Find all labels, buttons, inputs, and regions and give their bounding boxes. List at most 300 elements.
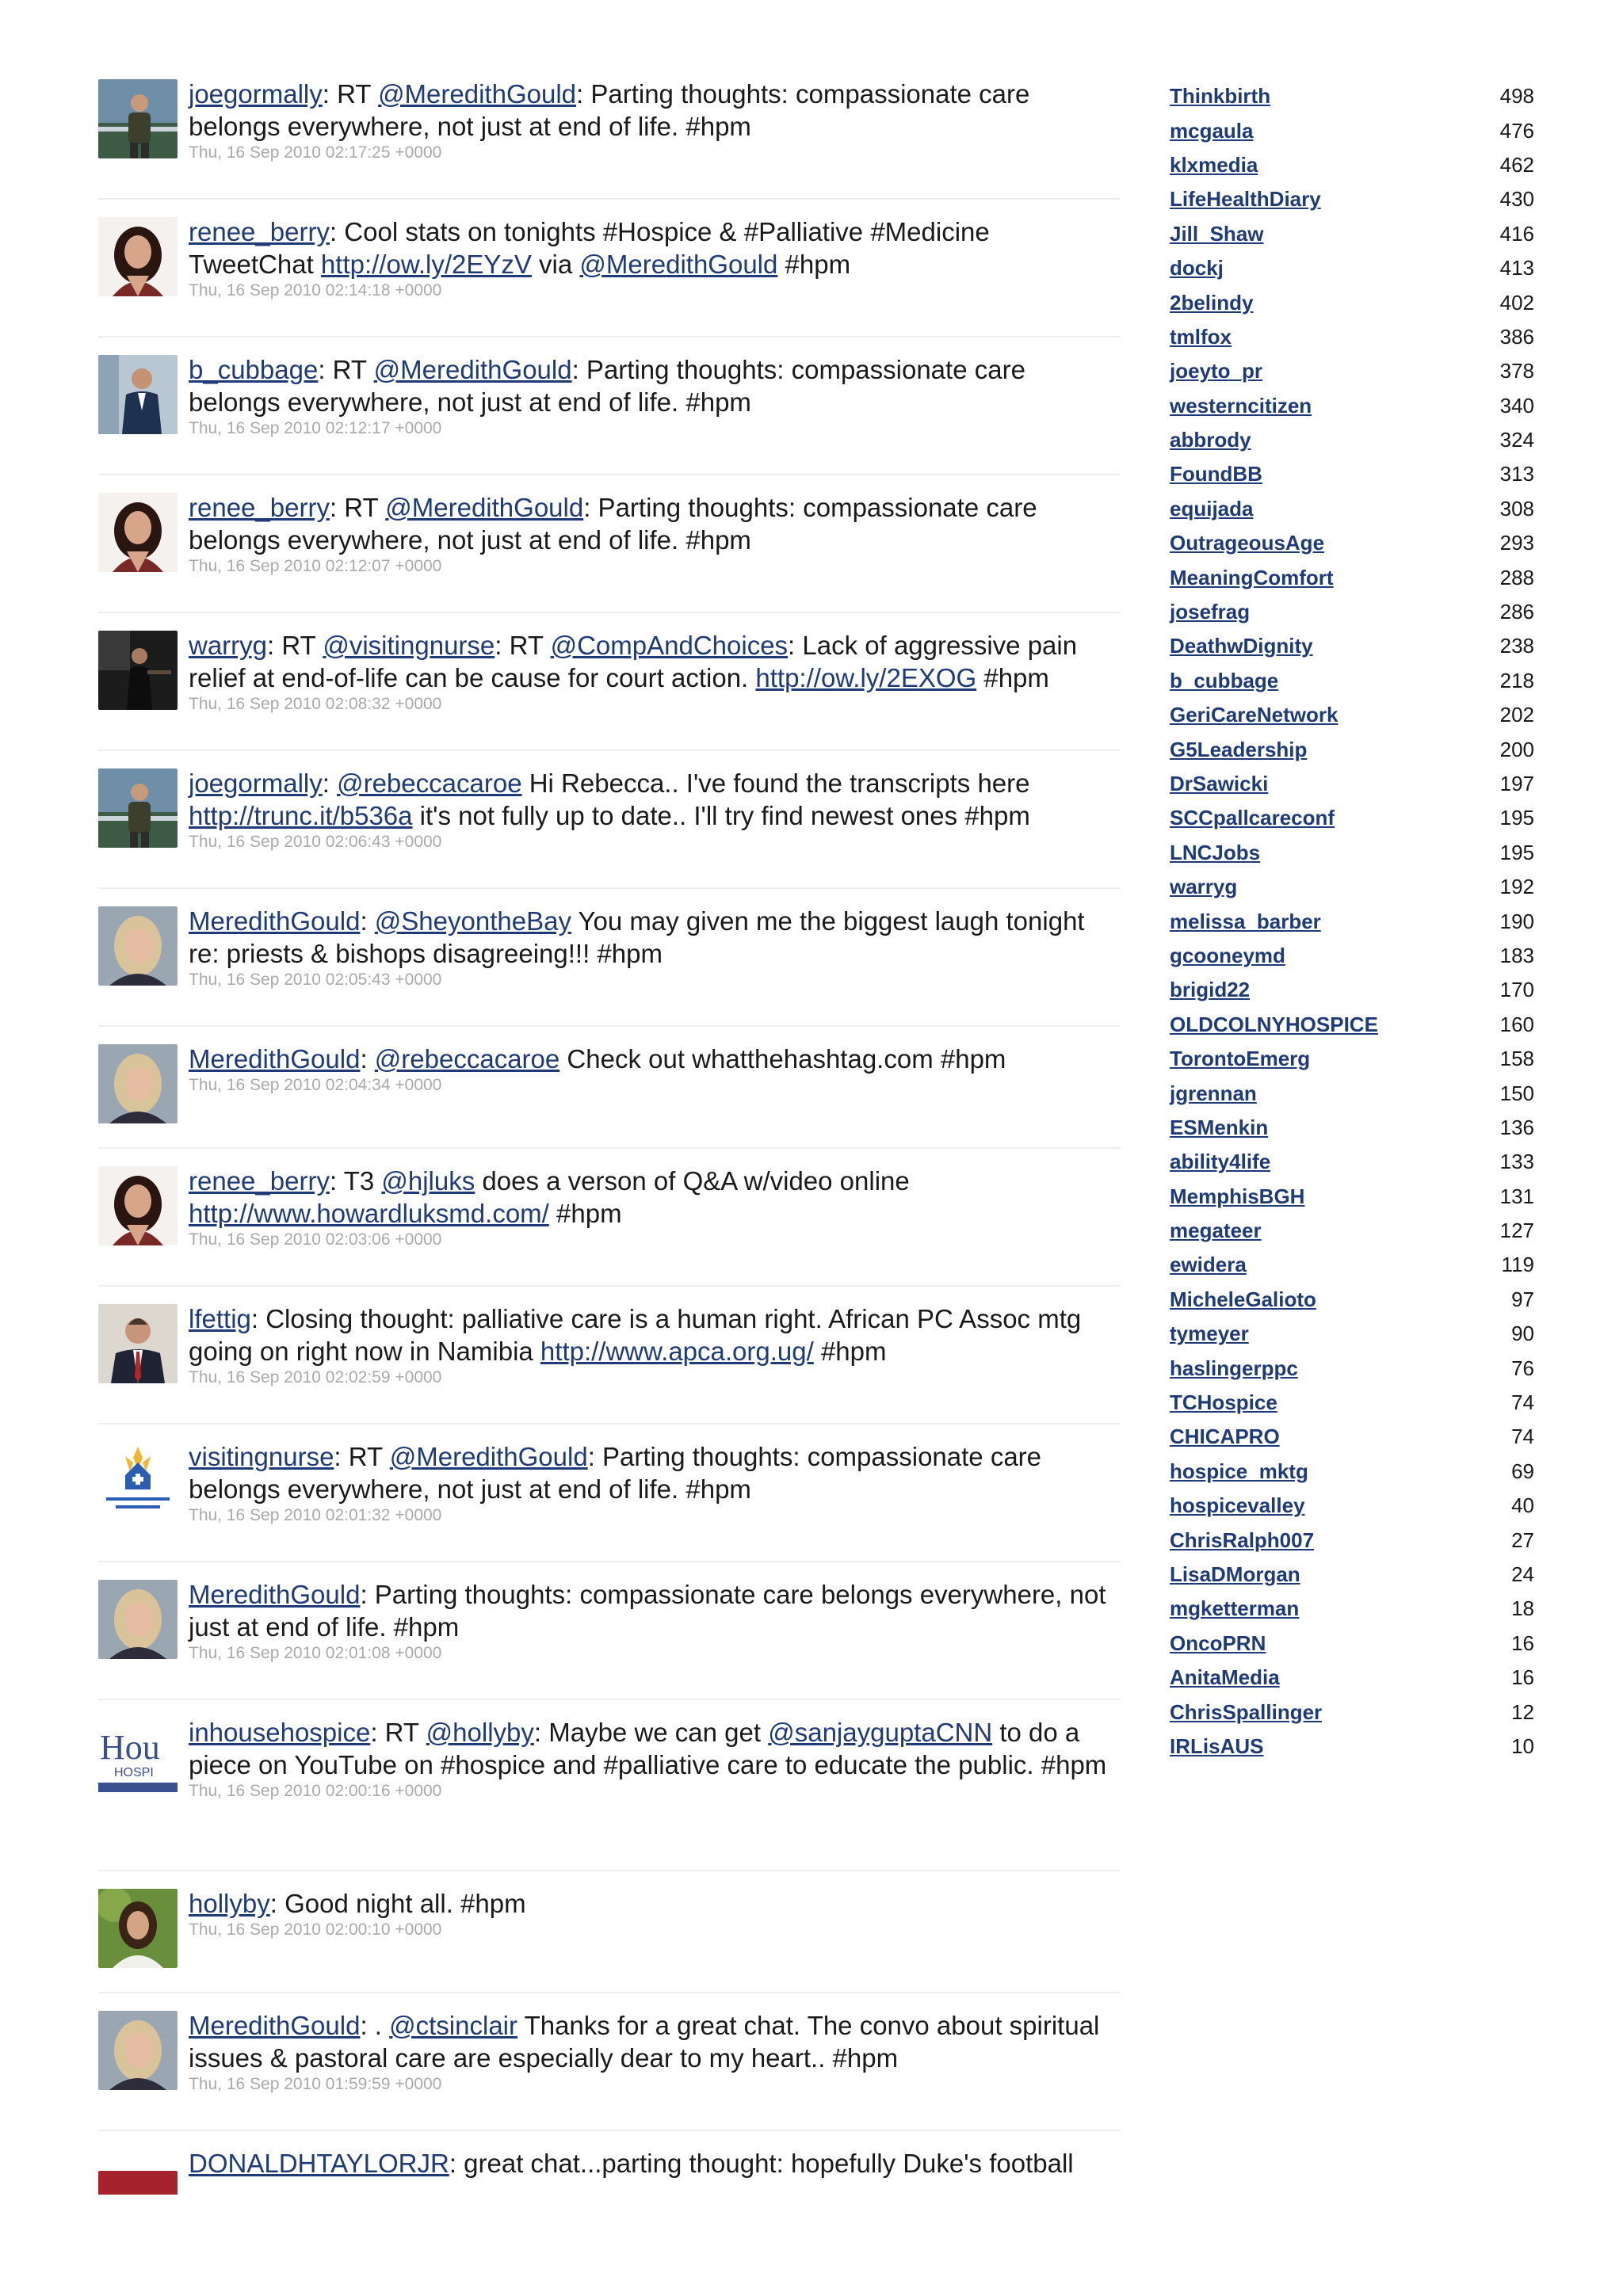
leaderboard-count: 24 (1511, 1562, 1534, 1586)
tweet-timestamp: Thu, 16 Sep 2010 02:00:16 +0000 (189, 1782, 442, 1800)
leaderboard-user-link[interactable]: tmlfox (1170, 324, 1232, 349)
tweet-timestamp: Thu, 16 Sep 2010 01:59:59 +0000 (189, 2075, 442, 2093)
tweet-author-link[interactable]: visitingnurse (189, 1442, 334, 1471)
tweet-item (98, 338, 1121, 475)
tweet-item (98, 613, 1121, 751)
mention-link[interactable]: @MeredithGould (385, 493, 584, 522)
tweet-item (98, 475, 1121, 613)
leaderboard-count: 10 (1511, 1733, 1534, 1758)
leaderboard-count: 74 (1511, 1425, 1534, 1449)
leaderboard-row (1170, 1730, 1534, 1764)
mention-link[interactable]: @CompAndChoices (550, 631, 789, 660)
leaderboard-row (1170, 836, 1534, 870)
leaderboard-user-link[interactable]: 2belindy (1170, 290, 1254, 315)
tweet-text-segment: to do a piece on YouTube on #hospice and #palliative care to educate the public. #hpm (189, 1718, 1107, 1779)
leaderboard-count: 218 (1499, 668, 1534, 692)
tweet-author-link[interactable]: lfettig (189, 1304, 251, 1333)
leaderboard-count: 195 (1499, 806, 1534, 830)
tweet-text-segment: via (531, 250, 580, 279)
tweet-item (98, 1425, 1121, 1562)
leaderboard-count: 119 (1501, 1253, 1534, 1277)
tweet-item (98, 1027, 1121, 1149)
leaderboard-user-link[interactable]: GeriCareNetwork (1170, 703, 1338, 727)
photo-man-suit-icon[interactable] (98, 355, 178, 434)
tweet-text (189, 2009, 1121, 2074)
leaderboard-count: 183 (1499, 943, 1534, 967)
tweet-author-link[interactable]: renee_berry (189, 493, 330, 522)
leaderboard-row (1170, 217, 1534, 251)
leaderboard-count: 12 (1511, 1699, 1534, 1724)
leaderboard-user-link[interactable]: TCHospice (1170, 1390, 1277, 1415)
tweet-author-link[interactable]: MeredithGould (189, 1044, 361, 1074)
tweet-timestamp: Thu, 16 Sep 2010 02:06:43 +0000 (189, 833, 442, 851)
svg-text:Hou: Hou (100, 1728, 160, 1767)
photo-blonde-icon[interactable] (98, 1044, 178, 1123)
leaderboard-row (1170, 1695, 1534, 1729)
tweet-text-segment: : Maybe we can get (533, 1718, 769, 1747)
tweet-text (189, 1440, 1121, 1505)
leaderboard-row (1170, 320, 1534, 354)
leaderboard-count: 160 (1499, 1012, 1534, 1036)
leaderboard-count: 150 (1499, 1081, 1534, 1105)
leaderboard-row (1170, 939, 1534, 973)
tweet-feed (98, 62, 1121, 2195)
leaderboard-user-link[interactable]: Thinkbirth (1170, 84, 1271, 109)
tweet-body (189, 629, 1121, 715)
svg-text:HOSPI: HOSPI (114, 1766, 154, 1779)
leaderboard-row (1170, 1386, 1534, 1420)
photo-woman-green-icon[interactable] (98, 1889, 178, 1968)
photo-blonde-icon[interactable] (98, 906, 178, 986)
tweet-item (98, 889, 1121, 1027)
tweet-text (189, 2147, 1121, 2180)
tweet-item (98, 1993, 1121, 2131)
tweet-timestamp: Thu, 16 Sep 2010 02:03:06 +0000 (189, 1230, 442, 1249)
mention-link[interactable]: @MeredithGould (373, 355, 572, 384)
leaderboard-user-link[interactable]: dockj (1170, 256, 1224, 280)
tweet-author-link[interactable]: inhousehospice (189, 1718, 371, 1747)
tweet-text-segment: #hpm (976, 663, 1049, 692)
tweet-text-segment: : RT (322, 79, 379, 109)
leaderboard-user-link[interactable]: hospicevalley (1170, 1493, 1305, 1518)
leaderboard-row (1170, 1076, 1534, 1110)
leaderboard-user-link[interactable]: mgketterman (1170, 1596, 1300, 1621)
tweet-text-segment: : Parting thoughts: compassionate care belongs everywhere, not just at end of life. #hpm (189, 493, 1037, 555)
leaderboard-count: 133 (1499, 1150, 1534, 1174)
tweet-author-link[interactable]: renee_berry (189, 217, 330, 246)
tweet-timestamp: Thu, 16 Sep 2010 02:02:59 +0000 (189, 1368, 442, 1386)
tweet-text (189, 1578, 1121, 1643)
tweet-body (189, 1578, 1121, 1664)
leaderboard-user-link[interactable]: TorontoEmerg (1170, 1047, 1311, 1071)
leaderboard-row (1170, 113, 1534, 147)
leaderboard-count: 131 (1499, 1184, 1534, 1208)
tweet-text-segment: : Closing thought: palliative care is a human right. African PC Assoc mtg going on right now in Namibia (189, 1304, 1082, 1366)
leaderboard-user-link[interactable]: melissa_barber (1170, 909, 1321, 933)
leaderboard-user-link[interactable]: haslingerppc (1170, 1356, 1298, 1380)
mention-link[interactable]: @hjluks (381, 1166, 475, 1196)
leaderboard-row (1170, 870, 1534, 904)
tweet-timestamp: Thu, 16 Sep 2010 02:01:08 +0000 (189, 1644, 442, 1662)
leaderboard-count: 416 (1499, 221, 1534, 246)
tweet-author-link[interactable]: MeredithGould (189, 906, 361, 936)
leaderboard-user-link[interactable]: CHICAPRO (1170, 1425, 1280, 1449)
leaderboard-row (1170, 148, 1534, 182)
tweet-text (189, 905, 1121, 970)
mention-link[interactable]: @sanjayguptaCNN (768, 1718, 993, 1747)
tweet-text-segment: : RT (370, 1718, 426, 1747)
tweet-timestamp: Thu, 16 Sep 2010 02:04:34 +0000 (189, 1076, 442, 1094)
leaderboard-count: 462 (1499, 152, 1534, 177)
leaderboard-count: 40 (1511, 1493, 1534, 1518)
leaderboard-user-link[interactable]: gcooneymd (1170, 943, 1285, 967)
leaderboard-row (1170, 1351, 1534, 1385)
leaderboard-count: 197 (1499, 772, 1534, 795)
leaderboard-row (1170, 1523, 1534, 1557)
photo-blonde-icon[interactable] (98, 2011, 178, 2090)
photo-landscape-icon[interactable] (98, 769, 178, 848)
leaderboard-count: 16 (1511, 1665, 1534, 1690)
leaderboard-count: 476 (1499, 118, 1534, 143)
leaderboard-row (1170, 698, 1534, 732)
leaderboard-count: 90 (1511, 1322, 1534, 1346)
leaderboard-row (1170, 1145, 1534, 1179)
mention-link[interactable]: @rebeccacaroe (337, 769, 522, 798)
leaderboard-count: 313 (1499, 462, 1534, 486)
leaderboard-count: 202 (1499, 703, 1534, 727)
leaderboard-count: 293 (1499, 531, 1534, 555)
tweet-text-segment: : RT (318, 355, 374, 384)
leaderboard-row (1170, 423, 1534, 457)
tweet-text (189, 1887, 1121, 1920)
leaderboard-user-link[interactable]: tymeyer (1170, 1322, 1249, 1346)
leaderboard-row (1170, 389, 1534, 423)
leaderboard-count: 286 (1499, 600, 1534, 624)
tweet-text-segment: : RT (334, 1442, 390, 1471)
url-link[interactable]: http://ow.ly/2EYzV (320, 250, 532, 279)
tweet-text-segment: Thanks for a great chat. The convo about spiritual issues & pastoral care are especially dear to my heart.. #hpm (189, 2011, 1100, 2073)
tweet-timestamp: Thu, 16 Sep 2010 02:12:17 +0000 (189, 419, 442, 437)
photo-red-icon[interactable] (98, 2171, 178, 2195)
tweet-author-link[interactable]: DONALDHTAYLORJR (189, 2149, 449, 2178)
tweet-item (98, 62, 1121, 200)
tweet-text (189, 629, 1121, 694)
tweet-text-segment: : RT (329, 493, 386, 522)
tweet-item (98, 751, 1121, 889)
tweet-item (98, 1562, 1121, 1700)
tweet-text-segment: #hpm (777, 250, 851, 279)
tweet-timestamp: Thu, 16 Sep 2010 02:08:32 +0000 (189, 695, 442, 713)
leaderboard-user-link[interactable]: ability4life (1170, 1150, 1271, 1174)
leaderboard-row (1170, 629, 1534, 663)
leaderboard-count: 413 (1499, 256, 1534, 280)
tweet-timestamp: Thu, 16 Sep 2010 02:14:18 +0000 (189, 281, 442, 299)
url-link[interactable]: http://www.howardluksmd.com/ (189, 1199, 549, 1228)
leaderboard-row (1170, 354, 1534, 388)
tweet-text-segment: : Parting thoughts: compassionate care belongs everywhere, not just at end of life. #hpm (189, 1580, 1106, 1642)
tweet-text (189, 215, 1121, 280)
tweet-text (189, 491, 1121, 556)
leaderboard-user-link[interactable]: joeyto_pr (1170, 359, 1263, 383)
tweet-timestamp: Thu, 16 Sep 2010 02:01:32 +0000 (189, 1506, 442, 1524)
tweet-text-segment: : Good night all. #hpm (269, 1889, 526, 1918)
tweet-text-segment: : T3 (329, 1166, 382, 1196)
tweet-text (189, 1165, 1121, 1230)
leaderboard-count: 238 (1499, 634, 1534, 658)
tweet-item (98, 1700, 1121, 1871)
tweet-item (98, 1287, 1121, 1425)
leaderboard-row (1170, 251, 1534, 285)
leaderboard-user-link[interactable]: MicheleGalioto (1170, 1287, 1316, 1311)
leaderboard-user-link[interactable]: G5Leadership (1170, 737, 1308, 761)
leaderboard-user-link[interactable]: equijada (1170, 496, 1254, 521)
tweet-body (189, 1165, 1121, 1250)
tweet-text-segment: : great chat...parting thought: hopefully Duke's football (449, 2149, 1074, 2178)
leaderboard-row (1170, 973, 1534, 1007)
tweet-author-link[interactable]: hollyby (189, 1889, 270, 1918)
tweet-author-link[interactable]: b_cubbage (189, 355, 319, 384)
leaderboard-user-link[interactable]: LifeHealthDiary (1170, 187, 1321, 212)
tweet-author-link[interactable]: MeredithGould (189, 1580, 361, 1609)
url-link[interactable]: http://trunc.it/b536a (189, 801, 413, 830)
leaderboard-row (1170, 1592, 1534, 1626)
tweet-text (189, 1043, 1121, 1075)
leaderboard-user-link[interactable]: FoundBB (1170, 462, 1262, 486)
leaderboard-user-link[interactable]: josefrag (1170, 600, 1251, 624)
logo-inhouse-hospice-icon[interactable] (98, 1718, 178, 1797)
leaderboard-user-link[interactable]: warryg (1170, 875, 1238, 899)
tweet-item (98, 1871, 1121, 1993)
tweet-body (189, 905, 1121, 990)
leaderboard-row (1170, 1214, 1534, 1248)
leaderboard-count: 127 (1499, 1219, 1534, 1243)
leaderboard-user-link[interactable]: DrSawicki (1170, 772, 1269, 795)
tweet-text-segment: : (360, 1044, 375, 1074)
leaderboard-user-link[interactable]: OLDCOLNYHOSPICE (1170, 1012, 1378, 1036)
leaderboard-row (1170, 904, 1534, 938)
tweet-text-segment: : Parting thoughts: compassionate care belongs everywhere, not just at end of life. #hpm (189, 1442, 1042, 1504)
leaderboard-user-link[interactable]: ChrisRalph007 (1170, 1527, 1315, 1552)
tweet-body (189, 767, 1121, 852)
tweet-text-segment: : RT (495, 631, 551, 660)
leaderboard-user-link[interactable]: LNCJobs (1170, 840, 1261, 864)
mention-link[interactable]: @ctsinclair (389, 2011, 517, 2040)
tweet-text-segment: : Parting thoughts: compassionate care belongs everywhere, not just at end of life. #hpm (189, 355, 1025, 417)
leaderboard-count: 200 (1499, 737, 1534, 761)
tweet-timestamp: Thu, 16 Sep 2010 02:00:10 +0000 (189, 1920, 442, 1939)
photo-blonde-icon[interactable] (98, 1580, 178, 1659)
leaderboard-count: 308 (1499, 496, 1534, 521)
mention-link[interactable]: @visitingnurse (323, 631, 495, 660)
leaderboard-count: 378 (1499, 359, 1534, 383)
tweet-text-segment: : (322, 769, 338, 798)
leaderboard-count: 340 (1499, 393, 1534, 418)
tweet-author-link[interactable]: MeredithGould (189, 2011, 361, 2040)
tweet-text-segment: You may given me the biggest laugh tonight re: priests & bishops disagreeing!!! #hpm (189, 906, 1085, 968)
leaderboard-count: 324 (1499, 428, 1534, 452)
leaderboard-row (1170, 1317, 1534, 1351)
tweet-body (189, 353, 1121, 439)
leaderboard-row (1170, 79, 1534, 113)
leaderboard-row (1170, 560, 1534, 594)
leaderboard-count: 190 (1499, 909, 1534, 933)
tweet-text (189, 1302, 1121, 1367)
tweet-item (98, 2131, 1121, 2195)
leaderboard-count: 158 (1499, 1047, 1534, 1071)
tweet-text-segment: Check out whatthehashtag.com #hpm (559, 1044, 1006, 1074)
tweet-text-segment: : RT (267, 631, 323, 660)
tweet-text (189, 353, 1121, 418)
leaderboard-row (1170, 182, 1534, 216)
leaderboard-row (1170, 457, 1534, 491)
tweet-text-segment: : (360, 906, 375, 936)
leaderboard-user-link[interactable]: AnitaMedia (1170, 1665, 1280, 1690)
leaderboard-row (1170, 801, 1534, 835)
leaderboard-row (1170, 1661, 1534, 1695)
leaderboard-user-link[interactable]: ESMenkin (1170, 1115, 1269, 1139)
leaderboard-row (1170, 285, 1534, 319)
leaderboard-user-link[interactable]: brigid22 (1170, 978, 1251, 1002)
leaderboard-count: 18 (1511, 1596, 1534, 1621)
tweet-item (98, 1149, 1121, 1287)
tweet-text (189, 78, 1121, 143)
leaderboard-row (1170, 1042, 1534, 1076)
leaderboard-count: 386 (1499, 324, 1534, 349)
leaderboard-row (1170, 1455, 1534, 1489)
leaderboard-user-link[interactable]: MeaningComfort (1170, 565, 1334, 589)
mention-link[interactable]: @hollyby (426, 1718, 534, 1747)
tweet-body (189, 2147, 1121, 2180)
leaderboard-row (1170, 1008, 1534, 1042)
tweet-text-segment: does a verson of Q&A w/video online (475, 1166, 910, 1196)
leaderboard-user-link[interactable]: mcgaula (1170, 118, 1254, 143)
tweet-body (189, 1440, 1121, 1526)
tweet-text-segment: Hi Rebecca.. I've found the transcripts here (521, 769, 1030, 798)
leaderboard-row (1170, 492, 1534, 526)
leaderboard-user-link[interactable]: ewidera (1170, 1253, 1247, 1277)
leaderboard-count: 288 (1499, 565, 1534, 589)
tweet-timestamp: Thu, 16 Sep 2010 02:12:07 +0000 (189, 557, 442, 575)
user-leaderboard (1170, 79, 1534, 1764)
leaderboard-user-link[interactable]: b_cubbage (1170, 668, 1279, 692)
leaderboard-row (1170, 1111, 1534, 1145)
leaderboard-count: 69 (1511, 1459, 1534, 1483)
leaderboard-row (1170, 1248, 1534, 1282)
leaderboard-user-link[interactable]: IRLisAUS (1170, 1733, 1264, 1758)
leaderboard-user-link[interactable]: DeathwDignity (1170, 634, 1313, 658)
leaderboard-user-link[interactable]: westerncitizen (1170, 393, 1312, 418)
leaderboard-user-link[interactable]: OncoPRN (1170, 1630, 1266, 1655)
tweet-timestamp: Thu, 16 Sep 2010 02:05:43 +0000 (189, 971, 442, 989)
tweet-body (189, 491, 1121, 577)
leaderboard-row (1170, 767, 1534, 801)
mention-link[interactable]: @MeredithGould (378, 79, 577, 109)
photo-woman-icon[interactable] (98, 217, 178, 296)
mention-link[interactable]: @SheyontheBay (374, 906, 571, 936)
leaderboard-row (1170, 732, 1534, 766)
url-link[interactable]: http://www.apca.org.ug/ (540, 1337, 814, 1366)
tweet-text-segment: it's not fully up to date.. I'll try find newest ones #hpm (412, 801, 1030, 830)
leaderboard-user-link[interactable]: abbrody (1170, 428, 1251, 452)
leaderboard-count: 192 (1499, 875, 1534, 899)
leaderboard-count: 97 (1511, 1287, 1534, 1311)
leaderboard-count: 16 (1511, 1630, 1534, 1655)
tweet-text-segment: : Lack of aggressive pain relief at end-of-life can be cause for court action. (189, 631, 1078, 692)
tweet-author-link[interactable]: joegormally (189, 79, 323, 109)
leaderboard-user-link[interactable]: LisaDMorgan (1170, 1562, 1300, 1586)
tweet-body (189, 2009, 1121, 2095)
leaderboard-count: 430 (1499, 187, 1534, 212)
leaderboard-count: 76 (1511, 1356, 1534, 1380)
leaderboard-row (1170, 1420, 1534, 1454)
leaderboard-row (1170, 1283, 1534, 1317)
mention-link[interactable]: @MeredithGould (389, 1442, 588, 1471)
leaderboard-user-link[interactable]: OutrageousAge (1170, 531, 1325, 555)
leaderboard-count: 74 (1511, 1390, 1534, 1415)
leaderboard-count: 498 (1499, 84, 1534, 109)
tweet-text-segment: : Parting thoughts: compassionate care belongs everywhere, not just at end of life. #hpm (189, 79, 1030, 141)
leaderboard-user-link[interactable]: jgrennan (1170, 1081, 1257, 1105)
tweet-author-link[interactable]: warryg (189, 631, 268, 660)
tweet-body (189, 215, 1121, 301)
leaderboard-row (1170, 526, 1534, 560)
mention-link[interactable]: @MeredithGould (579, 250, 778, 279)
tweet-body (189, 78, 1121, 163)
leaderboard-row (1170, 1558, 1534, 1592)
tweet-text-segment: : . (360, 2011, 390, 2040)
leaderboard-count: 170 (1499, 978, 1534, 1002)
tweet-body (189, 1302, 1121, 1388)
tweet-body (189, 1043, 1121, 1096)
leaderboard-user-link[interactable]: klxmedia (1170, 152, 1258, 177)
tweet-author-link[interactable]: renee_berry (189, 1166, 330, 1196)
leaderboard-count: 402 (1499, 290, 1534, 315)
tweet-body (189, 1887, 1121, 1940)
tweet-item (98, 200, 1121, 338)
leaderboard-user-link[interactable]: SCCpallcareconf (1170, 806, 1335, 830)
leaderboard-user-link[interactable]: megateer (1170, 1219, 1262, 1243)
photo-woman-icon[interactable] (98, 493, 178, 572)
leaderboard-count: 27 (1511, 1527, 1534, 1552)
tweet-text (189, 767, 1121, 832)
tweet-timestamp: Thu, 16 Sep 2010 02:17:25 +0000 (189, 143, 442, 162)
logo-visiting-nurse-icon[interactable] (98, 1442, 178, 1521)
tweet-text (189, 1716, 1121, 1781)
leaderboard-row (1170, 1627, 1534, 1661)
leaderboard-row (1170, 1180, 1534, 1214)
leaderboard-row (1170, 595, 1534, 629)
tweet-text-segment: #hpm (813, 1337, 887, 1366)
leaderboard-user-link[interactable]: Jill_Shaw (1170, 221, 1264, 246)
photo-landscape-icon[interactable] (98, 79, 178, 158)
photo-dark-icon[interactable] (98, 631, 178, 710)
photo-woman-icon[interactable] (98, 1166, 178, 1245)
leaderboard-user-link[interactable]: MemphisBGH (1170, 1184, 1305, 1208)
tweet-body (189, 1716, 1121, 1802)
tweet-text-segment: #hpm (548, 1199, 622, 1228)
leaderboard-user-link[interactable]: hospice_mktg (1170, 1459, 1308, 1483)
leaderboard-row (1170, 664, 1534, 698)
leaderboard-row (1170, 1489, 1534, 1523)
leaderboard-count: 195 (1499, 840, 1534, 864)
tweet-text-segment: : Cool stats on tonights #Hospice & #Palliative #Medicine TweetChat (189, 217, 990, 279)
tweet-author-link[interactable]: joegormally (189, 769, 323, 798)
photo-man-tie-icon[interactable] (98, 1304, 178, 1383)
leaderboard-user-link[interactable]: ChrisSpallinger (1170, 1699, 1323, 1724)
mention-link[interactable]: @rebeccacaroe (374, 1044, 560, 1074)
leaderboard-count: 136 (1499, 1115, 1534, 1139)
url-link[interactable]: http://ow.ly/2EXOG (755, 663, 977, 692)
